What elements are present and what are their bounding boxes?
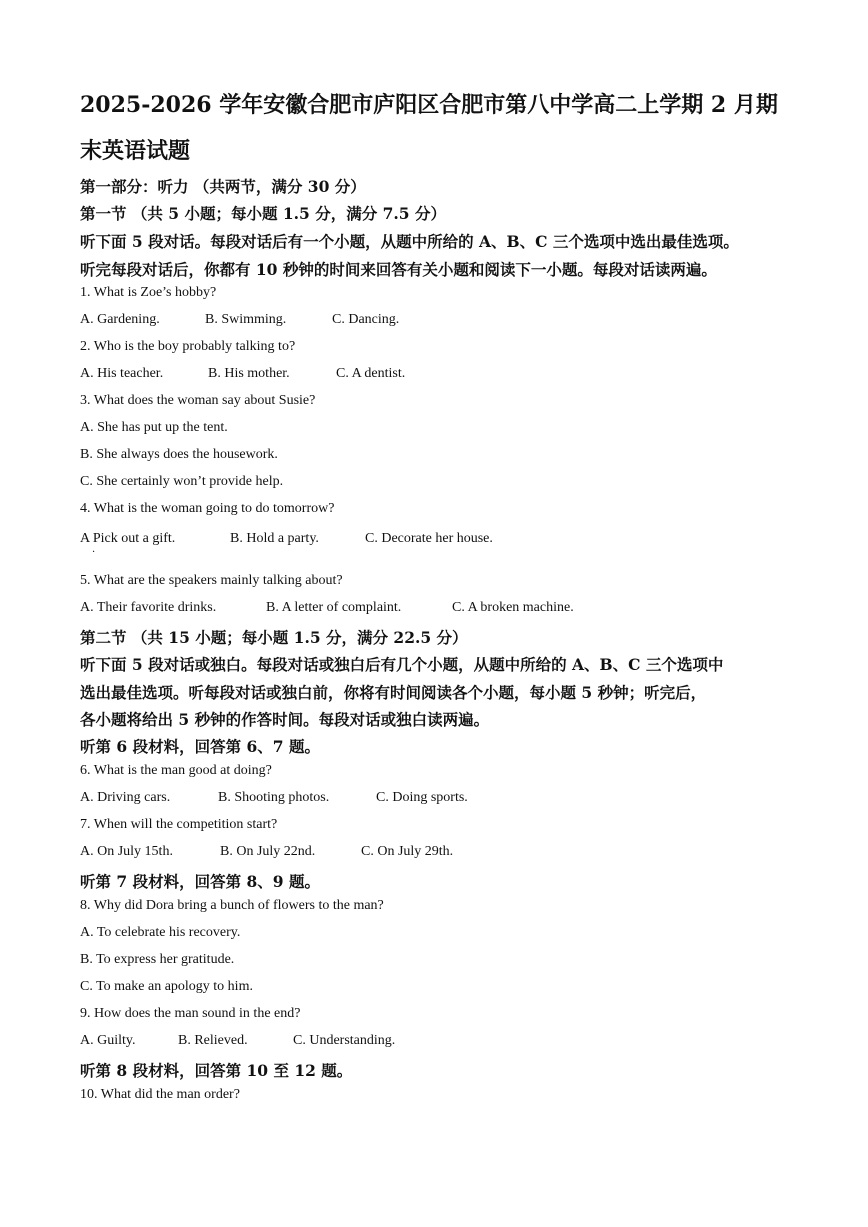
section1-heading: 第一节 （共 5 小题；每小题 1.5 分，满分 7.5 分） (80, 204, 446, 223)
option-b: B. His mother. (208, 366, 290, 381)
section1-instruction-1: 听下面 5 段对话。每段对话后有一个小题，从题中所给的 A、B、C 三个选项中选出最佳选项。 (80, 232, 739, 251)
option-c: C. Understanding. (293, 1033, 396, 1048)
option-b: B. On July 22nd. (220, 844, 316, 859)
option-a: A. On July 15th. (80, 844, 173, 859)
question-3-option-c: C. She certainly won’t provide help. (80, 474, 284, 489)
option-c: C. A broken machine. (452, 600, 574, 615)
question-3: 3. What does the woman say about Susie? (80, 393, 316, 408)
scan-artifact-dot: · (92, 547, 96, 558)
question-3-option-b: B. She always does the housework. (80, 447, 278, 462)
question-4-options (80, 531, 493, 547)
part1-heading: 第一部分：听力 （共两节，满分 30 分） (80, 177, 366, 196)
option-b: B. Relieved. (178, 1033, 248, 1048)
section2-instruction-1: 听下面 5 段对话或独白。每段对话或独白后有几个小题，从题中所给的 A、B、C 三个选项中 (80, 655, 724, 674)
material-8-heading: 听第 8 段材料，回答第 10 至 12 题。 (80, 1061, 353, 1080)
section2-instruction-3: 各小题将给出 5 秒钟的作答时间。每段对话或独白读两遍。 (80, 710, 490, 729)
question-9: 9. How does the man sound in the end? (80, 1006, 301, 1021)
question-5-options (80, 600, 574, 616)
question-8-option-b: B. To express her gratitude. (80, 952, 235, 967)
document-title-line-2: 末英语试题 (80, 138, 191, 164)
question-10: 10. What did the man order? (80, 1087, 240, 1102)
option-b: B. Swimming. (205, 312, 287, 327)
option-a: A Pick out a gift. (80, 531, 176, 546)
material-6-heading: 听第 6 段材料，回答第 6、7 题。 (80, 737, 320, 756)
material-7-heading: 听第 7 段材料，回答第 8、9 题。 (80, 872, 320, 891)
option-b: B. Shooting photos. (218, 790, 330, 805)
question-2-options (80, 366, 405, 382)
question-9-options (80, 1033, 395, 1049)
option-a: A. Their favorite drinks. (80, 600, 217, 615)
question-8-option-c: C. To make an apology to him. (80, 979, 253, 994)
question-7: 7. When will the competition start? (80, 817, 278, 832)
option-c: C. On July 29th. (361, 844, 454, 859)
option-c: C. A dentist. (336, 366, 406, 381)
question-7-options (80, 844, 453, 860)
section2-instruction-2: 选出最佳选项。听每段对话或独白前，你将有时间阅读各个小题，每小题 5 秒钟；听完后， (80, 683, 707, 702)
question-6-options (80, 790, 468, 806)
option-b: B. A letter of complaint. (266, 600, 402, 615)
option-c: C. Decorate her house. (365, 531, 493, 546)
option-a: A. Guilty. (80, 1033, 136, 1048)
question-3-option-a: A. She has put up the tent. (80, 420, 228, 435)
option-a: A. Gardening. (80, 312, 160, 327)
option-c: C. Dancing. (332, 312, 400, 327)
section1-instruction-2: 听完每段对话后，你都有 10 秒钟的时间来回答有关小题和阅读下一小题。每段对话读两遍。 (80, 260, 717, 279)
question-6: 6. What is the man good at doing? (80, 763, 272, 778)
section2-heading: 第二节 （共 15 小题；每小题 1.5 分，满分 22.5 分） (80, 628, 468, 647)
question-1: 1. What is Zoe’s hobby? (80, 285, 217, 300)
option-a: A. His teacher. (80, 366, 164, 381)
question-2: 2. Who is the boy probably talking to? (80, 339, 296, 354)
document-title-line-1: 2025-2026 学年安徽合肥市庐阳区合肥市第八中学高二上学期 2 月期 (80, 92, 778, 118)
question-4: 4. What is the woman going to do tomorrow? (80, 501, 335, 516)
option-b: B. Hold a party. (230, 531, 319, 546)
question-1-options (80, 312, 399, 328)
option-a: A. Driving cars. (80, 790, 171, 805)
question-8-option-a: A. To celebrate his recovery. (80, 925, 241, 940)
question-5: 5. What are the speakers mainly talking about? (80, 573, 343, 588)
question-8: 8. Why did Dora bring a bunch of flowers to the man? (80, 898, 384, 913)
option-c: C. Doing sports. (376, 790, 468, 805)
